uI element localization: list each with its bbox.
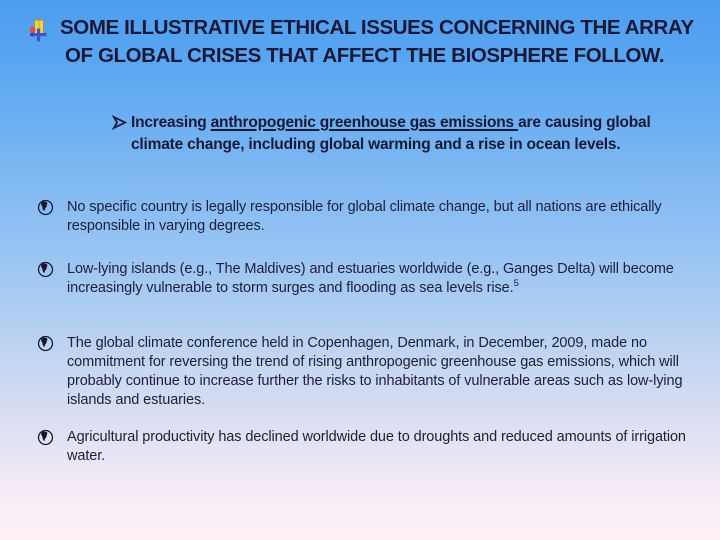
keypoint-underlined-phrase: anthropogenic greenhouse gas emissions: [210, 114, 519, 131]
bullet-text: [67, 198, 701, 236]
slide-title: [60, 14, 694, 70]
bullet-body: Low-lying islands (e.g., The Maldives) and estuaries worldwide (e.g., Ganges Delta) will become increasingly vulnerable to storm surges and flooding as sea levels rise.: [67, 261, 674, 296]
book-dart-bullet-icon: [28, 19, 49, 44]
bullet-superscript: 5: [513, 278, 519, 290]
bullet-text: [67, 334, 701, 410]
keypoint-before: Increasing: [131, 114, 211, 131]
keypoint-block: [112, 112, 678, 155]
bullet-item-1: [37, 198, 701, 236]
globe-icon: [37, 261, 54, 278]
arrowhead-bullet-icon: [112, 115, 127, 130]
keypoint-after: are causing global climate change, including global warming and a rise in ocean levels.: [131, 114, 651, 153]
bullet-body: No specific country is legally responsible for global climate change, but all nations are ethically responsible in varying degrees.: [67, 199, 662, 234]
title-line-1: SOME ILLUSTRATIVE ETHICAL ISSUES CONCERNING THE ARRAY: [60, 16, 694, 39]
bullet-item-2: [37, 260, 701, 298]
bullet-item-3: [37, 334, 701, 410]
globe-icon: [37, 199, 54, 216]
globe-icon: [37, 335, 54, 352]
bullet-text: [67, 260, 701, 298]
globe-icon: [37, 429, 54, 446]
bullet-item-4: [37, 428, 701, 466]
bullet-body: The global climate conference held in Copenhagen, Denmark, in December, 2009, made no commitment for reversing the trend of rising anthropogenic greenhouse gas emissions, which will probably continue to increase further the risks to inhabitants of vulnerable areas such as low-lying islands and estuaries.: [67, 335, 683, 408]
title-line-2: OF GLOBAL CRISES THAT AFFECT THE BIOSPHERE FOLLOW.: [65, 44, 665, 67]
keypoint-text: [131, 112, 678, 155]
bullet-body: Agricultural productivity has declined worldwide due to droughts and reduced amounts of irrigation water.: [67, 429, 686, 464]
bullet-text: [67, 428, 701, 466]
slide-title-block: [28, 14, 704, 70]
